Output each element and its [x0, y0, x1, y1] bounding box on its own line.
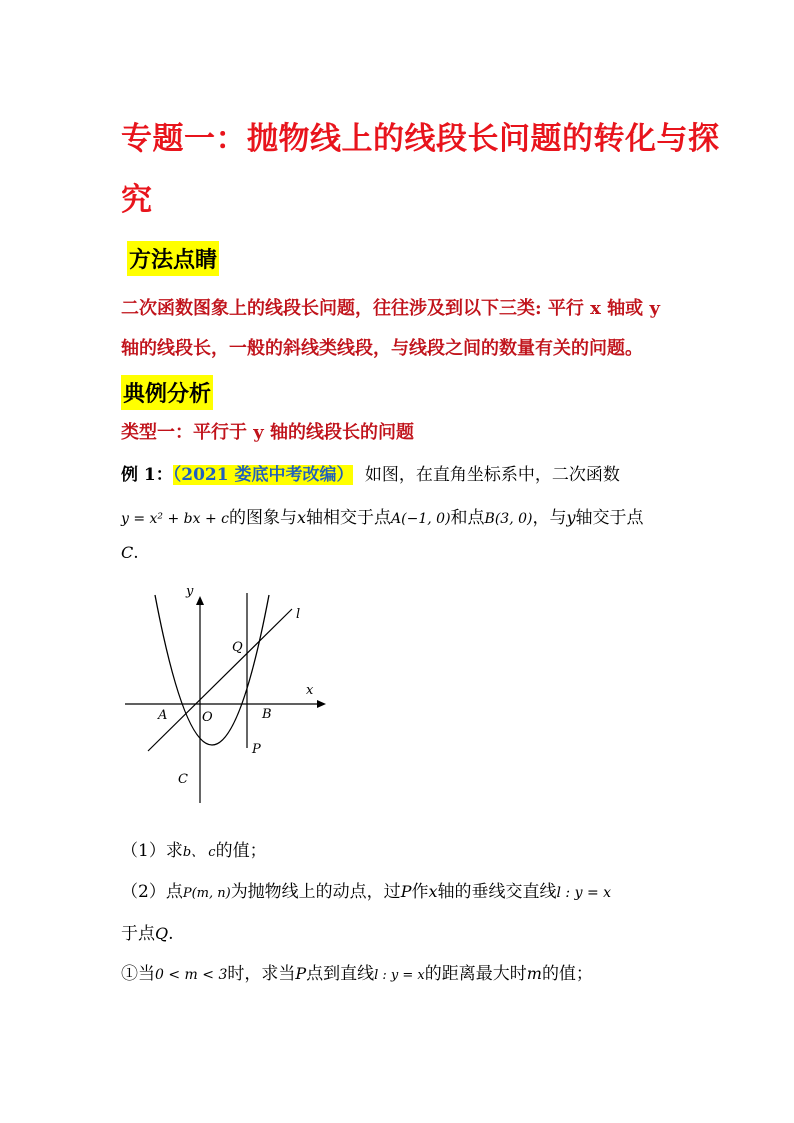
- q1-suffix: 的值；: [215, 841, 267, 861]
- q2-line: l : y = x: [556, 885, 612, 901]
- example-text7: .: [133, 543, 139, 563]
- label-b: B: [262, 707, 272, 722]
- q2-prefix: （2）点: [121, 882, 183, 902]
- example-text3: 轴相交于点: [306, 508, 392, 528]
- label-y: y: [186, 584, 194, 599]
- example-line2: [121, 503, 644, 528]
- q2-text2: 作: [411, 882, 429, 902]
- example-source-open: （2021: [172, 465, 235, 485]
- sub1-text4: 的值；: [541, 964, 593, 984]
- q2-line2-text: 于点: [121, 924, 155, 944]
- example-text4: 和点: [450, 508, 485, 528]
- q2-p: P: [400, 882, 412, 901]
- q2-text1: 为抛物线上的动点，过: [230, 882, 401, 902]
- q2-point: P(m, n): [182, 886, 231, 901]
- type-heading: 类型一：平行于 y 轴的线段长的问题: [121, 422, 414, 443]
- method-heading: 方法点睛: [127, 241, 219, 276]
- label-p: P: [252, 742, 261, 757]
- sub1-m: m: [526, 964, 542, 983]
- sub1-line: l : y = x: [374, 968, 425, 983]
- sub1-text1: 时，求当: [227, 964, 296, 984]
- sub1-text2: 点到直线: [306, 964, 375, 984]
- label-a: A: [158, 708, 168, 723]
- formula: y = x² + bx + c: [121, 511, 230, 527]
- label-q: Q: [232, 640, 243, 655]
- point-b: B(3, 0): [484, 511, 533, 527]
- example-heading: 典例分析: [121, 375, 213, 410]
- question-2-line2: [121, 919, 174, 944]
- parabola-figure: [120, 580, 340, 810]
- q2-q: Q: [155, 924, 169, 943]
- label-o: O: [202, 710, 213, 725]
- q2-line2-end: .: [168, 924, 174, 944]
- line-l: [148, 609, 292, 751]
- point-c: C: [121, 543, 134, 562]
- q2-x: x: [428, 882, 438, 901]
- example-source-close: ）: [336, 465, 354, 485]
- label-c: C: [178, 772, 188, 787]
- y-axis-var: y: [566, 508, 576, 527]
- example-source: 娄底中考改编: [234, 465, 337, 485]
- method-text-line2: 轴的线段长，一般的斜线类线段，与线段之间的数量有关的问题。: [121, 338, 643, 359]
- x-axis-arrow: [317, 700, 326, 708]
- example-text6: 轴交于点: [575, 508, 644, 528]
- label-l: l: [296, 607, 301, 622]
- method-text-line1: 二次函数图象上的线段长问题，往往涉及到以下三类: 平行 x 轴或 y: [121, 298, 660, 319]
- question-1: [121, 836, 267, 861]
- q1-prefix: （1）求: [121, 841, 183, 861]
- sub1-text3: 的距离最大时: [424, 964, 527, 984]
- example-text1: 如图，在直角坐标系中，二次函数: [364, 465, 620, 485]
- sub1-p: P: [295, 964, 307, 983]
- q2-text3: 轴的垂线交直线: [437, 882, 557, 902]
- example-line3: [121, 543, 139, 563]
- point-a: A(−1, 0): [391, 511, 451, 527]
- sub1-prefix: ①当: [121, 964, 155, 984]
- page-title: 专题一：抛物线上的线段长问题的转化与探: [121, 121, 720, 157]
- label-x: x: [306, 683, 314, 698]
- example-line1: [121, 460, 620, 485]
- question-2-line1: [121, 877, 611, 902]
- example-label: 例 1：: [121, 465, 173, 485]
- q1-vars: b、 c: [182, 845, 216, 860]
- page-title-continued: 究: [121, 182, 153, 218]
- sub-question-1: [121, 959, 593, 984]
- example-text5: ，与: [532, 508, 567, 528]
- x-axis-var: x: [297, 508, 307, 527]
- example-text2: 的图象与: [229, 508, 298, 528]
- y-axis-arrow: [196, 596, 204, 605]
- sub1-cond: 0 < m < 3: [155, 967, 228, 983]
